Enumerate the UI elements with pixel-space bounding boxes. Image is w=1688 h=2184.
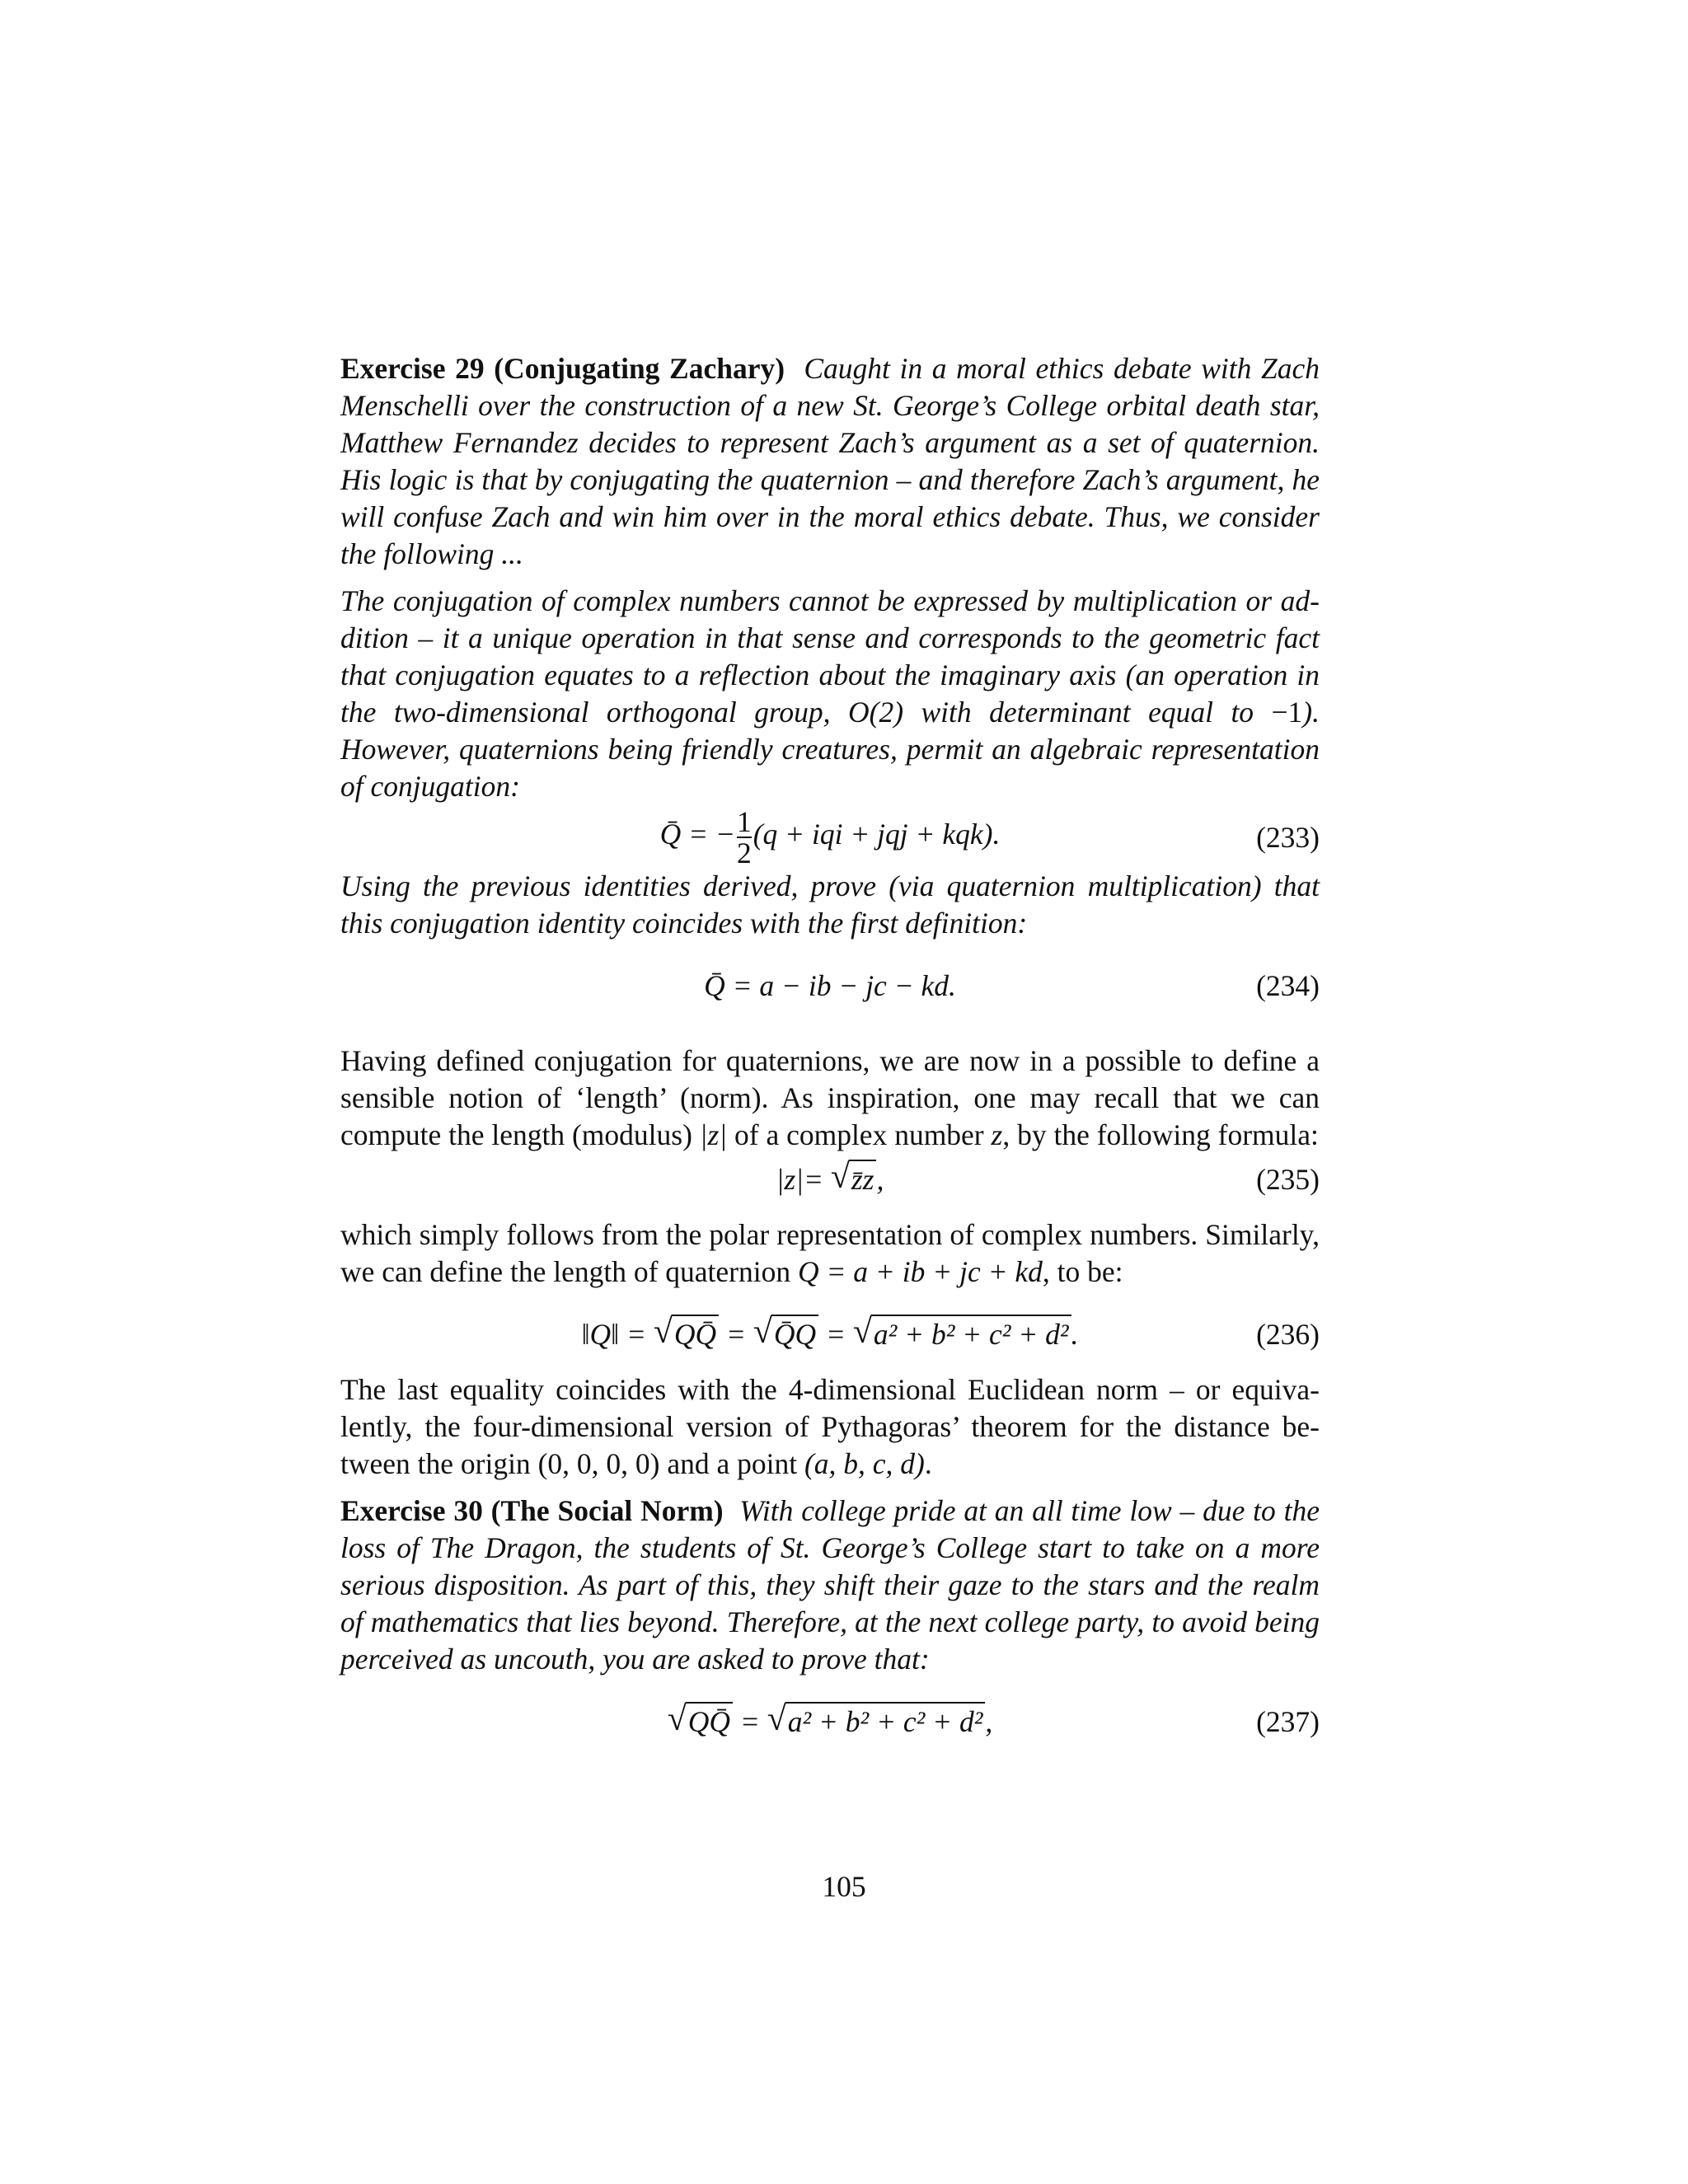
fraction-one-half: $\frac{1}{2}$	[736, 805, 752, 869]
equation-number-233: (233)	[1256, 821, 1320, 854]
prove-identity-paragraph: Using the previous identities derived, prove (via quaternion multiplication) that this conjugation identity coincides with the first definition:	[340, 869, 1320, 940]
equation-number-235: (235)	[1256, 1163, 1320, 1196]
conjugation-paragraph: The conjugation of complex numbers cannot be expressed by multiplication or addition – it a unique operation in that sense and corresponds to the geometric fact that conjugation equates to a reflection about the imaginary axis (an operation in the two-dimensional orthogonal group, O(2) with determinant equal to −1). However, quaternions being friendly creatures, permit an algebraic representation of conjugation:	[340, 584, 1320, 803]
sqrt-symbol: √ z̄z	[831, 1162, 877, 1197]
equation-number-236: (236)	[1256, 1318, 1320, 1351]
sqrt-symbol: √ a² + b² + c² + d²	[853, 1317, 1071, 1352]
equation-237: √ QQ̄ = √ a² + b² + c² + d², (237)	[340, 1696, 1320, 1749]
sqrt-symbol: √ Q̄Q	[753, 1317, 818, 1352]
norm-intro-paragraph: Having defined conjugation for quaternions, we are now in a possible to define a sensible notion of ‘length’ (norm). As inspiration, one may recall that we can compute the length (modulus) |z| of a complex number z, by the following formula:	[340, 1044, 1320, 1151]
quaternion-length-paragraph: which simply follows from the polar representation of complex numbers. Similarly, we can define the length of quaternion Q = a + ib + jc + kd, to be:	[340, 1218, 1320, 1288]
page-number: 105	[822, 1870, 866, 1903]
equation-number-237: (237)	[1256, 1705, 1320, 1738]
exercise-30-paragraph	[340, 1493, 1320, 1678]
equation-236: ‖Q‖ = √ QQ̄ = √ Q̄Q = √ a² + b² + c² + d². (236)	[340, 1309, 1320, 1361]
equation-233: Q̄ = − $\frac{1}{2}$ (q + iqi + jqj + kqk). (233)	[659, 805, 1320, 869]
exercise-29-intro: Caught in a moral ethics debate with Zach Menschelli over the construction of a new St. George’s College orbital death star, Matthew Fernandez decides to represent Zach’s argument as a set of quaternion. His logic is that by conjugating the quaternion – and therefore Zach’s argument, he will confuse Zach and win him over in the moral ethics debate. Thus, we consider the following ...	[340, 352, 1320, 570]
exercise-30-intro: With college pride at an all time low – due to the loss of The Dragon, the students of St. George’s College start to take on a more serious disposition. As part of this, they shift their gaze to the stars and the realm of mathematics that lies beyond. Therefore, at the next college party, to avoid being perceived as uncouth, you are asked to prove that:	[340, 1494, 1320, 1675]
page-content	[340, 350, 1320, 1749]
exercise-29-paragraph	[340, 350, 1320, 573]
equation-235: |z|= √ z̄z, (235)	[340, 1154, 1320, 1207]
exercise-29-heading: Exercise 29 (Conjugating Zachary)	[340, 352, 785, 385]
equation-number-234: (234)	[1256, 969, 1320, 1002]
equation-234: Q̄ = a − ib − jc − kd. (234)	[704, 969, 1320, 1002]
euclidean-norm-paragraph: The last equality coincides with the 4-dimensional Euclidean norm – or equivalently, the four-dimensional version of Pythagoras’ theorem for the distance between the origin (0, 0, 0, 0) and a point (a, b, c, d).	[340, 1373, 1320, 1480]
sqrt-symbol: √ QQ̄	[668, 1704, 733, 1739]
sqrt-symbol: √ QQ̄	[654, 1317, 719, 1352]
sqrt-symbol: √ a² + b² + c² + d²	[767, 1704, 986, 1739]
exercise-30-heading: Exercise 30 (The Social Norm)	[340, 1494, 724, 1527]
